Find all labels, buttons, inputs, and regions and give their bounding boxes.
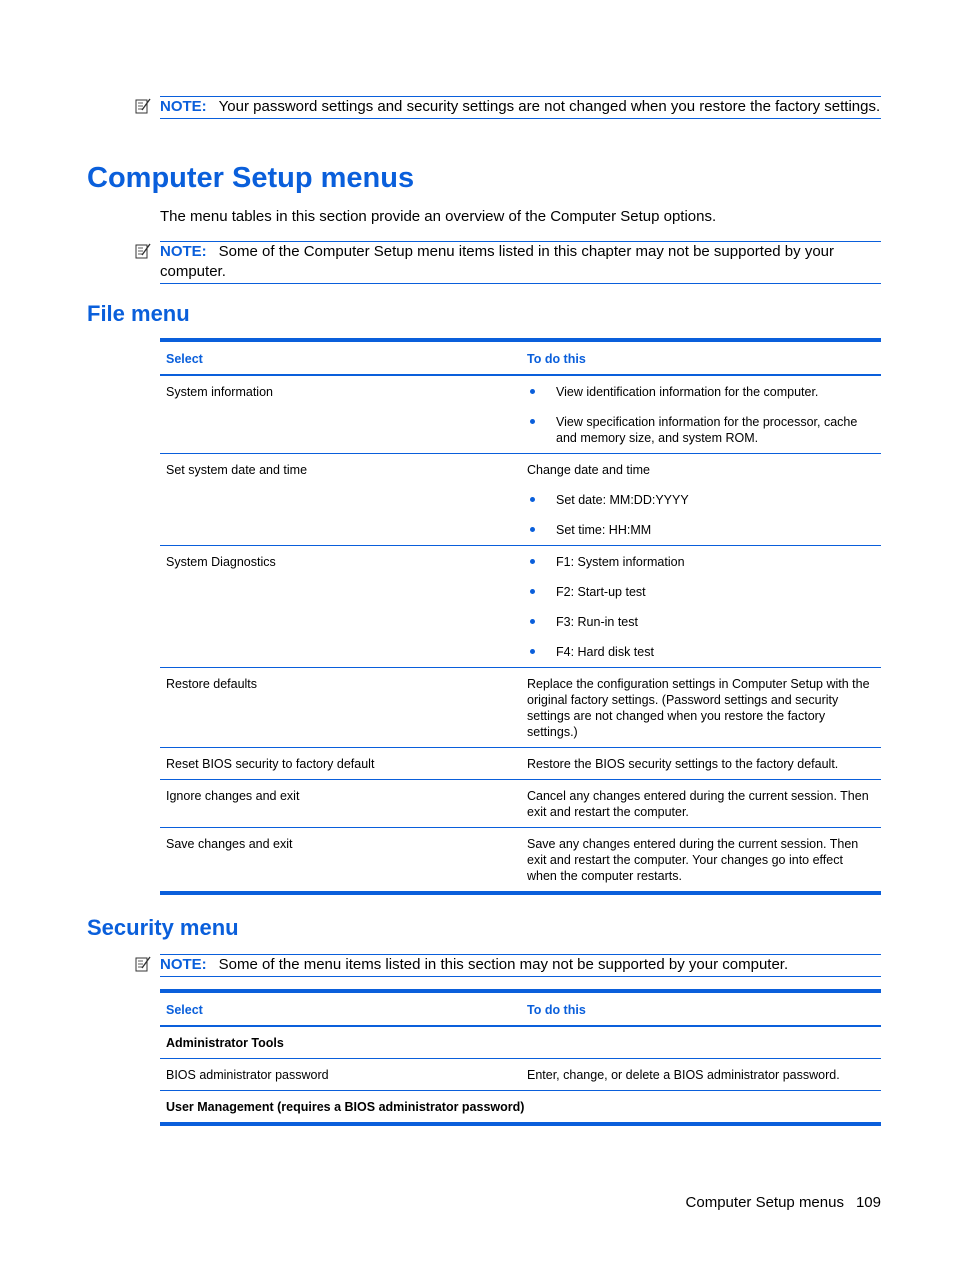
row-todo: Restore the BIOS security settings to the factory default. bbox=[527, 757, 839, 771]
column-header-select: Select bbox=[166, 352, 203, 366]
table-header-row bbox=[160, 340, 881, 375]
column-header-select: Select bbox=[166, 1003, 203, 1017]
page-footer bbox=[686, 1193, 881, 1213]
table-row bbox=[160, 748, 881, 780]
row-select: System Diagnostics bbox=[166, 555, 276, 569]
table-row bbox=[160, 546, 881, 668]
note-menu-support bbox=[160, 241, 881, 284]
row-todo: Cancel any changes entered during the current session. Then exit and restart the computer. bbox=[527, 789, 869, 819]
table-group-row bbox=[160, 1026, 881, 1059]
list-item: View specification information for the processor, cache and memory size, and system ROM. bbox=[527, 414, 875, 446]
row-todo bbox=[521, 454, 881, 546]
column-header-todo: To do this bbox=[527, 1003, 586, 1017]
note-text: Some of the Computer Setup menu items listed in this chapter may not be supported by your computer. bbox=[160, 243, 834, 280]
note-text: Some of the menu items listed in this section may not be supported by your computer. bbox=[218, 956, 789, 973]
note-password-settings bbox=[160, 96, 881, 119]
row-select: System information bbox=[166, 385, 273, 399]
list-item: View identification information for the computer. bbox=[527, 384, 875, 400]
table-row bbox=[160, 375, 881, 454]
row-intro-text: Change date and time bbox=[527, 463, 651, 477]
intro-paragraph: The menu tables in this section provide an overview of the Computer Setup options. bbox=[160, 208, 717, 225]
list-item: Set date: MM:DD:YYYY bbox=[527, 492, 875, 508]
row-select: Reset BIOS security to factory default bbox=[166, 757, 375, 771]
row-todo bbox=[521, 375, 881, 454]
note-security-support bbox=[160, 954, 881, 977]
note-label: NOTE: bbox=[160, 243, 207, 260]
column-header-todo: To do this bbox=[527, 352, 586, 366]
security-menu-heading: Security menu bbox=[87, 915, 239, 940]
table-header-row bbox=[160, 991, 881, 1026]
security-menu-table bbox=[160, 989, 881, 1126]
row-select: Restore defaults bbox=[166, 677, 258, 691]
group-label: Administrator Tools bbox=[166, 1036, 284, 1050]
table-row bbox=[160, 828, 881, 894]
table-row bbox=[160, 780, 881, 828]
note-icon bbox=[135, 98, 151, 114]
row-select: Set system date and time bbox=[166, 463, 308, 477]
footer-section-title: Computer Setup menus bbox=[685, 1194, 844, 1211]
group-label: User Management (requires a BIOS administrator password) bbox=[166, 1100, 525, 1114]
page-number: 109 bbox=[855, 1194, 881, 1211]
file-menu-table bbox=[160, 338, 881, 895]
row-todo: Replace the configuration settings in Computer Setup with the original factory settings. (Password settings and security settings are not changed when you restore the factory settings.) bbox=[527, 677, 870, 739]
list-item: F4: Hard disk test bbox=[527, 644, 875, 660]
table-group-row bbox=[160, 1091, 881, 1125]
row-select: BIOS administrator password bbox=[166, 1068, 329, 1082]
list-item: F3: Run-in test bbox=[527, 614, 875, 630]
list-item: Set time: HH:MM bbox=[527, 522, 875, 538]
row-todo bbox=[521, 546, 881, 668]
row-select: Save changes and exit bbox=[166, 837, 293, 851]
table-row bbox=[160, 1059, 881, 1091]
table-row bbox=[160, 668, 881, 748]
row-todo: Enter, change, or delete a BIOS administrator password. bbox=[527, 1068, 840, 1082]
note-label: NOTE: bbox=[160, 98, 207, 115]
page-title: Computer Setup menus bbox=[87, 162, 415, 194]
note-label: NOTE: bbox=[160, 956, 207, 973]
row-select: Ignore changes and exit bbox=[166, 789, 300, 803]
row-todo: Save any changes entered during the current session. Then exit and restart the computer. Your changes go into effect when the computer restarts. bbox=[527, 837, 859, 883]
note-icon bbox=[135, 956, 151, 972]
note-icon bbox=[135, 243, 151, 259]
table-row bbox=[160, 454, 881, 546]
list-item: F1: System information bbox=[527, 554, 875, 570]
list-item: F2: Start-up test bbox=[527, 584, 875, 600]
file-menu-heading: File menu bbox=[87, 301, 190, 326]
note-text: Your password settings and security settings are not changed when you restore the factory settings. bbox=[218, 98, 881, 115]
